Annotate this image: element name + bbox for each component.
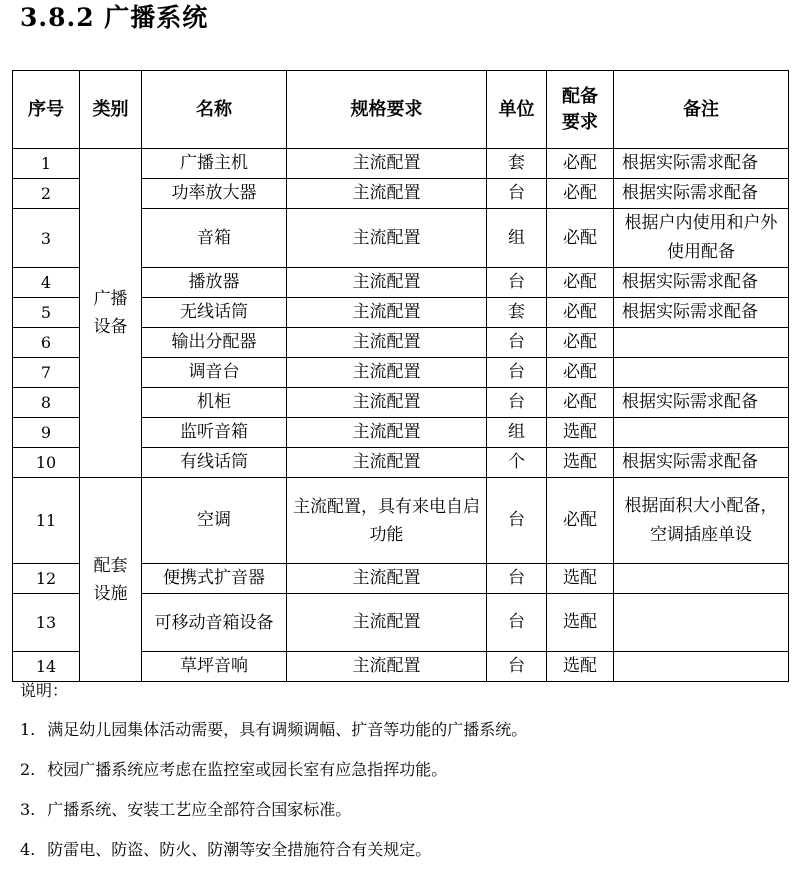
cell-config: 必配	[547, 179, 614, 209]
cell-name: 监听音箱	[142, 418, 287, 448]
cell-spec: 主流配置	[287, 594, 487, 652]
cell-config: 必配	[547, 388, 614, 418]
note-text: 防雷电、防盗、防火、防潮等安全措施符合有关规定。	[47, 840, 432, 859]
note-text: 满足幼儿园集体活动需要，具有调频调幅、扩音等功能的广播系统。	[47, 720, 528, 739]
cell-spec: 主流配置	[287, 268, 487, 298]
equipment-table	[12, 70, 789, 682]
cell-name: 调音台	[142, 358, 287, 388]
cell-remark	[614, 594, 789, 652]
note-item	[20, 830, 790, 870]
cell-name: 空调	[142, 478, 287, 564]
cell-no: 1	[13, 149, 80, 179]
cell-config: 必配	[547, 268, 614, 298]
cell-spec: 主流配置	[287, 564, 487, 594]
cell-remark: 根据户内使用和户外使用配备	[614, 209, 789, 268]
cell-no: 9	[13, 418, 80, 448]
cell-unit: 组	[487, 209, 547, 268]
cell-unit: 台	[487, 388, 547, 418]
cell-name: 无线话筒	[142, 298, 287, 328]
cell-spec: 主流配置	[287, 179, 487, 209]
cell-spec: 主流配置	[287, 209, 487, 268]
cell-unit: 台	[487, 358, 547, 388]
cell-remark: 根据实际需求配备	[614, 268, 789, 298]
header-unit: 单位	[487, 71, 547, 149]
cell-no: 12	[13, 564, 80, 594]
cell-unit: 个	[487, 448, 547, 478]
cell-remark: 根据实际需求配备	[614, 149, 789, 179]
header-row	[13, 71, 789, 149]
cell-spec: 主流配置	[287, 298, 487, 328]
note-number: 1.	[20, 720, 36, 739]
cell-config: 选配	[547, 418, 614, 448]
cell-no: 6	[13, 328, 80, 358]
category-facility	[80, 478, 142, 682]
cell-config: 必配	[547, 209, 614, 268]
cell-remark	[614, 328, 789, 358]
cell-spec: 主流配置	[287, 358, 487, 388]
note-item	[20, 750, 790, 790]
note-text: 校园广播系统应考虑在监控室或园长室有应急指挥功能。	[47, 760, 448, 779]
cell-config: 选配	[547, 652, 614, 682]
note-item	[20, 790, 790, 830]
cell-unit: 台	[487, 268, 547, 298]
cell-spec: 主流配置	[287, 388, 487, 418]
cell-no: 2	[13, 179, 80, 209]
category-label: 配套设施	[93, 555, 128, 604]
cell-remark: 根据实际需求配备	[614, 448, 789, 478]
cell-unit: 台	[487, 594, 547, 652]
header-name: 名称	[142, 71, 287, 149]
cell-remark	[614, 358, 789, 388]
cell-no: 7	[13, 358, 80, 388]
cell-config: 选配	[547, 564, 614, 594]
cell-unit: 台	[487, 652, 547, 682]
cell-unit: 套	[487, 298, 547, 328]
cell-spec: 主流配置	[287, 448, 487, 478]
cell-config: 选配	[547, 448, 614, 478]
cell-name: 便携式扩音器	[142, 564, 287, 594]
cell-spec: 主流配置，具有来电自启功能	[287, 478, 487, 564]
table-row	[13, 478, 789, 564]
cell-config: 必配	[547, 298, 614, 328]
cell-config: 必配	[547, 328, 614, 358]
cell-name: 有线话筒	[142, 448, 287, 478]
cell-unit: 台	[487, 179, 547, 209]
note-item	[20, 710, 790, 750]
cell-unit: 台	[487, 564, 547, 594]
cell-config: 必配	[547, 478, 614, 564]
cell-unit: 台	[487, 328, 547, 358]
cell-config: 选配	[547, 594, 614, 652]
notes-heading: 说明：	[20, 681, 69, 700]
note-text: 广播系统、安装工艺应全部符合国家标准。	[47, 800, 352, 819]
cell-no: 8	[13, 388, 80, 418]
cell-remark: 根据面积大小配备，空调插座单设	[614, 478, 789, 564]
cell-no: 4	[13, 268, 80, 298]
cell-remark	[614, 564, 789, 594]
cell-name: 广播主机	[142, 149, 287, 179]
cell-remark: 根据实际需求配备	[614, 298, 789, 328]
cell-name: 草坪音响	[142, 652, 287, 682]
cell-unit: 组	[487, 418, 547, 448]
cell-remark: 根据实际需求配备	[614, 179, 789, 209]
cell-spec: 主流配置	[287, 418, 487, 448]
note-number: 3.	[20, 800, 36, 819]
cell-no: 5	[13, 298, 80, 328]
header-no: 序号	[13, 71, 80, 149]
table-row	[13, 149, 789, 179]
cell-name: 功率放大器	[142, 179, 287, 209]
cell-no: 14	[13, 652, 80, 682]
header-category: 类别	[80, 71, 142, 149]
notes-section	[20, 672, 790, 870]
cell-unit: 套	[487, 149, 547, 179]
section-title: 3.8.2 广播系统	[20, 3, 209, 32]
category-broadcast	[80, 149, 142, 478]
category-label: 广播设备	[93, 289, 128, 337]
cell-spec: 主流配置	[287, 652, 487, 682]
cell-no: 10	[13, 448, 80, 478]
header-config: 配备要求	[547, 71, 614, 149]
cell-name: 可移动音箱设备	[142, 594, 287, 652]
cell-no: 11	[13, 478, 80, 564]
cell-remark	[614, 418, 789, 448]
cell-spec: 主流配置	[287, 328, 487, 358]
note-number: 4.	[20, 840, 36, 859]
cell-name: 播放器	[142, 268, 287, 298]
cell-config: 必配	[547, 358, 614, 388]
header-remark: 备注	[614, 71, 789, 149]
cell-remark: 根据实际需求配备	[614, 388, 789, 418]
header-spec: 规格要求	[287, 71, 487, 149]
cell-unit: 台	[487, 478, 547, 564]
note-number: 2.	[20, 760, 36, 779]
cell-no: 3	[13, 209, 80, 268]
cell-no: 13	[13, 594, 80, 652]
cell-name: 音箱	[142, 209, 287, 268]
cell-name: 机柜	[142, 388, 287, 418]
cell-spec: 主流配置	[287, 149, 487, 179]
cell-config: 必配	[547, 149, 614, 179]
cell-name: 输出分配器	[142, 328, 287, 358]
